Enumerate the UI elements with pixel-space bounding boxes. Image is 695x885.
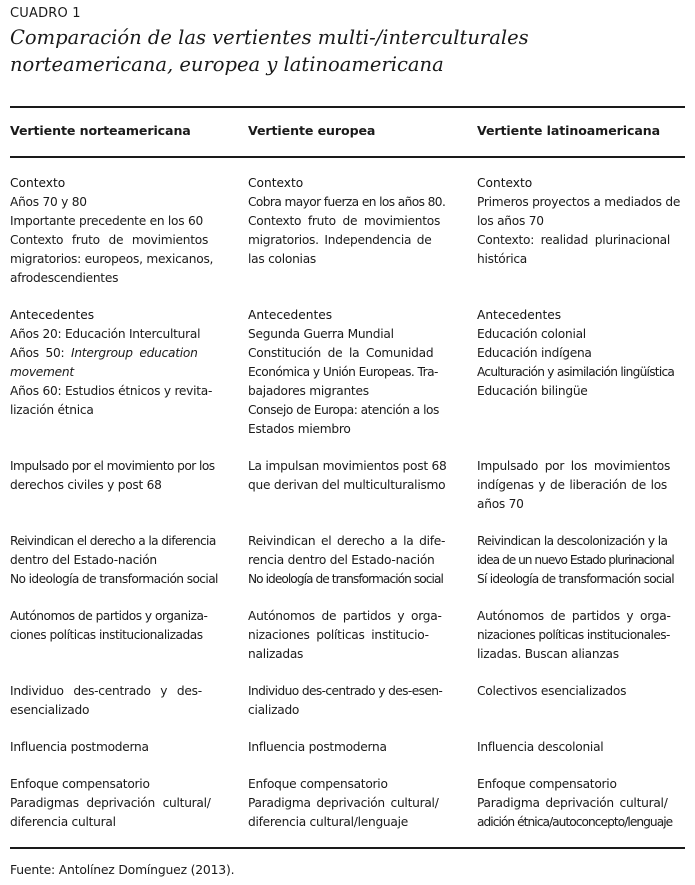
- cell-antecedentes-latinoamericana: Antecedentes Educación colonial Educación indígena Aculturación y asimilación lingüística Educación bilingüe: [477, 306, 687, 401]
- cell-influencia-latinoamericana: Influencia descolonial: [477, 740, 604, 754]
- cell-contexto-norteamericana: Contexto Años 70 y 80 Importante precedente en los 60 Contexto fruto de movimientos migratorios: europeos, mexicanos, afrodescendientes: [10, 174, 238, 288]
- bottom-rule: [10, 847, 685, 849]
- section-heading: Antecedentes: [248, 308, 333, 322]
- cell-impulso-norteamericana: Impulsado por el movimiento por los derechos civiles y post 68: [10, 459, 215, 492]
- cell-contexto-latinoamericana: Contexto Primeros proyectos a mediados de los años 70 Contexto: realidad plurinacional histórica: [477, 174, 687, 269]
- title-line-1: Comparación de las vertientes multi-/interculturales: [10, 26, 529, 49]
- cell-antecedentes-europea: Antecedentes Segunda Guerra Mundial Constitución de la Comunidad Económica y Unión Europeas. Tra- bajadores migrantes Consejo de Europa: atención a los Estados miembro: [248, 306, 456, 439]
- cell-influencia-norteamericana: Influencia postmoderna: [10, 740, 149, 754]
- cell-enfoque-norteamericana: Enfoque compensatorio Paradigmas deprivación cultural/ diferencia cultural: [10, 777, 211, 829]
- cell-sujeto-norteamericana: Individuo des-centrado y des- esencializado: [10, 684, 202, 717]
- cell-reivindicacion-latinoamericana: Reivindican la descolonización y la idea de un nuevo Estado plurinacional Sí ideología de transformación social: [477, 534, 674, 586]
- cell-reivindicacion-norteamericana: Reivindican el derecho a la diferencia dentro del Estado-nación No ideología de transformación social: [10, 534, 218, 586]
- title-line-2: norteamericana, europea y latinoamericana: [10, 53, 444, 76]
- section-heading: Contexto: [477, 176, 533, 190]
- header-latinoamericana: Vertiente latinoamericana: [477, 123, 660, 138]
- cell-reivindicacion-europea: Reivindican el derecho a la dife- rencia dentro del Estado-nación No ideología de transformación social: [248, 534, 446, 586]
- cell-enfoque-europea: Enfoque compensatorio Paradigma deprivación cultural/ diferencia cultural/lenguaje: [248, 777, 439, 829]
- cell-autonomia-europea: Autónomos de partidos y orga- nizaciones políticas institucio- nalizadas: [248, 609, 442, 661]
- cell-antecedentes-norteamericana: Antecedentes Años 20: Educación Intercultural Años 50: Intergroup education movement Años 60: Estudios étnicos y revita- lización étnica: [10, 306, 238, 420]
- section-heading: Antecedentes: [10, 308, 95, 322]
- table-label: CUADRO 1: [10, 6, 81, 21]
- header-norteamericana: Vertiente norteamericana: [10, 123, 191, 138]
- source-note: Fuente: Antolínez Domínguez (2013).: [10, 862, 235, 877]
- cell-sujeto-latinoamericana: Colectivos esencializados: [477, 684, 627, 698]
- cell-impulso-europea: La impulsan movimientos post 68 que derivan del multiculturalismo: [248, 459, 447, 492]
- section-heading: Contexto: [248, 176, 304, 190]
- header-rule: [10, 156, 685, 158]
- header-europea: Vertiente europea: [248, 123, 376, 138]
- section-heading: Antecedentes: [477, 308, 562, 322]
- cell-enfoque-latinoamericana: Enfoque compensatorio Paradigma deprivación cultural/ adición étnica/autoconcepto/lenguaje: [477, 777, 673, 829]
- table-title: [10, 24, 690, 78]
- cell-sujeto-europea: Individuo des-centrado y des-esen- cializado: [248, 684, 443, 717]
- cell-influencia-europea: Influencia postmoderna: [248, 740, 387, 754]
- cell-contexto-europea: Contexto Cobra mayor fuerza en los años 80. Contexto fruto de movimientos migratorios. Independencia de las colonias: [248, 174, 456, 269]
- section-heading: Contexto: [10, 176, 66, 190]
- cell-autonomia-norteamericana: Autónomos de partidos y organiza- ciones políticas institucionalizadas: [10, 609, 208, 642]
- cell-impulso-latinoamericana: Impulsado por los movimientos indígenas y de liberación de los años 70: [477, 459, 671, 511]
- top-rule: [10, 106, 685, 108]
- cell-autonomia-latinoamericana: Autónomos de partidos y orga- nizaciones políticas institucionales- lizadas. Buscan alianzas: [477, 609, 671, 661]
